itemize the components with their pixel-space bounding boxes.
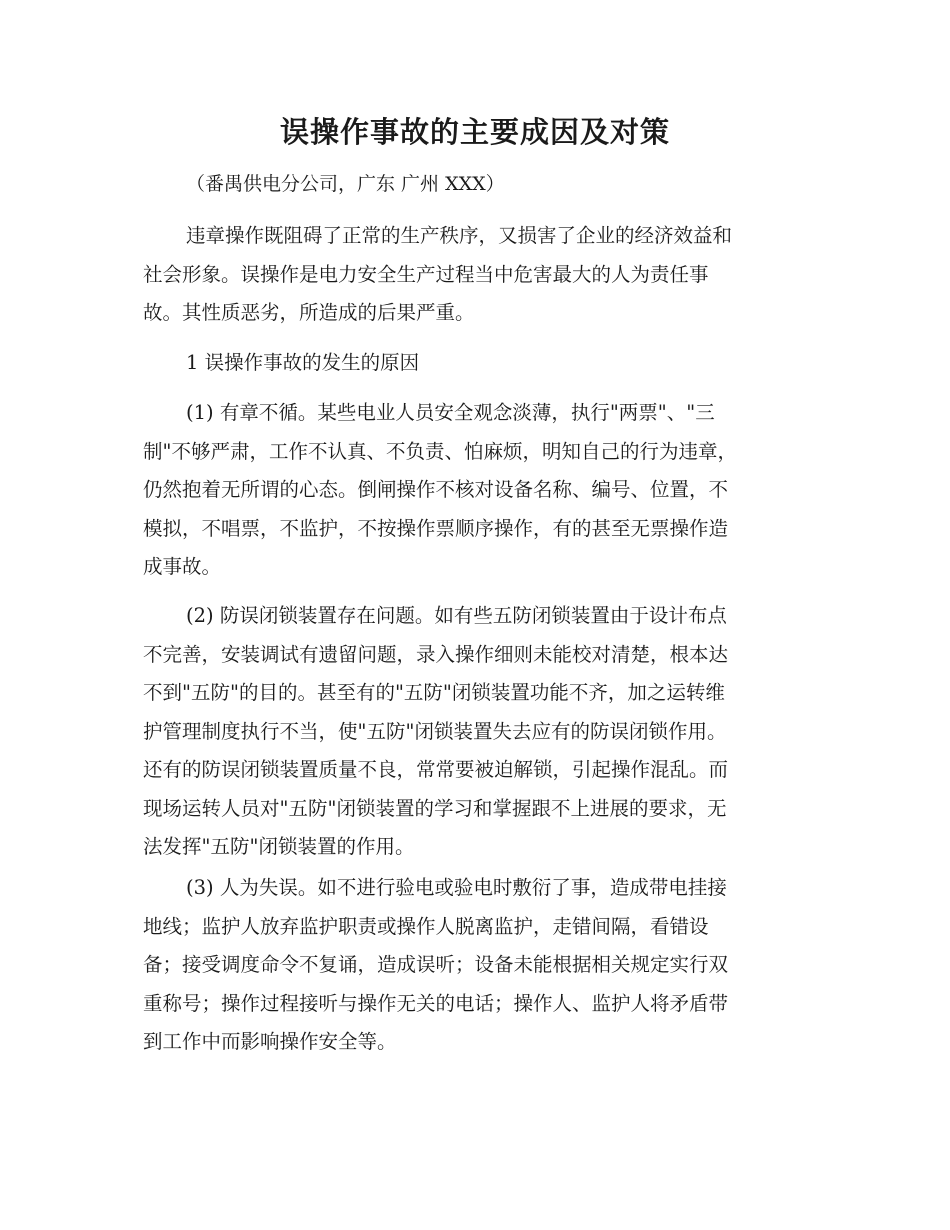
text-line: (3) 人为失误。如不进行验电或验电时敷衍了事，造成带电挂接: [186, 876, 727, 899]
text-line: 地线；监护人放弃监护职责或操作人脱离监护，走错间隔，看错设: [143, 914, 709, 938]
text-line: 不到"五防"的目的。甚至有的"五防"闭锁装置功能不齐，加之运转维: [143, 681, 725, 704]
item-2-paragraph: [143, 597, 803, 867]
text-line: 成事故。: [143, 555, 222, 578]
text-line: (2) 防误闭锁装置存在问题。如有些五防闭锁装置由于设计布点: [186, 604, 727, 627]
text-line: 不完善，安装调试有遗留问题，录入操作细则未能校对清楚，根本达: [143, 642, 729, 666]
item-3-paragraph: [143, 869, 803, 1062]
text-line: 现场运转人员对"五防"闭锁装置的学习和掌握跟不上进展的要求，无: [143, 796, 727, 820]
text-line: 制"不够严肃，工作不认真、不负责、怕麻烦，明知自己的行为违章，: [143, 439, 737, 463]
section-heading: 1 误操作事故的发生的原因: [186, 351, 420, 374]
document-title: 误操作事故的主要成因及对策: [279, 115, 670, 149]
text-line: 故。其性质恶劣，所造成的后果严重。: [143, 301, 475, 324]
text-line: 模拟，不唱票，不监护，不按操作票顺序操作，有的甚至无票操作造: [143, 516, 729, 540]
text-line: (1) 有章不循。某些电业人员安全观念淡薄，执行"两票"、"三: [186, 401, 715, 424]
text-line: 法发挥"五防"闭锁装置的作用。: [143, 835, 415, 858]
text-line: 备；接受调度命令不复诵，造成误听；设备未能根据相关规定实行双: [143, 953, 729, 976]
intro-paragraph: [143, 217, 803, 333]
item-1-paragraph: [143, 394, 803, 587]
text-line: 重称号；操作过程接听与操作无关的电话；操作人、监护人将矛盾带: [143, 991, 729, 1015]
text-line: 仍然抱着无所谓的心态。倒闸操作不核对设备名称、编号、位置，不: [143, 478, 729, 501]
author-affiliation: （番禺供电分公司，广东 广州 XXX）: [186, 173, 505, 195]
text-line: 还有的防误闭锁装置质量不良，常常要被迫解锁，引起操作混乱。而: [143, 758, 729, 781]
text-line: 护管理制度执行不当，使"五防"闭锁装置失去应有的防误闭锁作用。: [143, 719, 727, 743]
text-line: 社会形象。误操作是电力安全生产过程当中危害最大的人为责任事: [143, 262, 709, 286]
text-line: 到工作中而影响操作安全等。: [143, 1030, 397, 1053]
text-line: 违章操作既阻碍了正常的生产秩序，又损害了企业的经济效益和: [186, 224, 733, 247]
